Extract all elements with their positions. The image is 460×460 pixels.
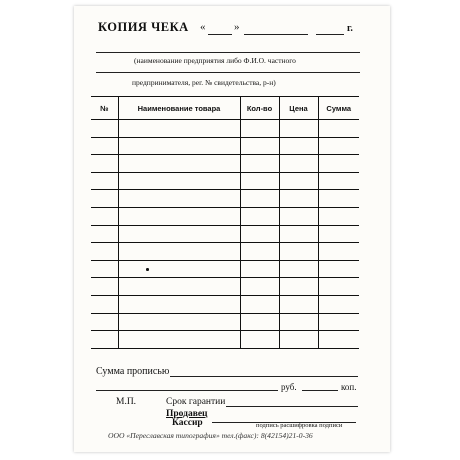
- cell-product-name: [118, 120, 240, 138]
- table-row: [91, 331, 359, 349]
- cell-sum: [318, 313, 359, 331]
- cell-sum: [318, 225, 359, 243]
- table-row: [91, 313, 359, 331]
- kop-blank: [302, 390, 338, 391]
- cell-quantity: [240, 313, 279, 331]
- kop-label: коп.: [341, 382, 357, 392]
- cell-product-name: [118, 278, 240, 296]
- cell-sum: [318, 190, 359, 208]
- cell-quantity: [240, 243, 279, 261]
- date-year-blank: [316, 34, 344, 35]
- table-row: [91, 137, 359, 155]
- cell-price: [279, 120, 318, 138]
- table-row: [91, 207, 359, 225]
- stamp-place-label: М.П.: [116, 397, 137, 407]
- cell-price: [279, 225, 318, 243]
- cell-product-name: [118, 155, 240, 173]
- cell-number: [91, 190, 118, 208]
- cell-quantity: [240, 331, 279, 349]
- signature-caption: подпись расшифровка подписи: [256, 422, 343, 429]
- cell-sum: [318, 155, 359, 173]
- rub-label: руб.: [281, 382, 297, 392]
- cell-product-name: [118, 331, 240, 349]
- sum-in-words-blank-1: [170, 376, 358, 377]
- cell-number: [91, 331, 118, 349]
- cell-quantity: [240, 137, 279, 155]
- table-header-row: [91, 97, 359, 120]
- table-row: [91, 260, 359, 278]
- date-close-quote: »: [234, 21, 240, 33]
- printer-imprint: ООО «Переславская типография» тел.(факс): 8(42154)21-0-36: [108, 431, 313, 440]
- cell-number: [91, 295, 118, 313]
- cell-number: [91, 137, 118, 155]
- cell-number: [91, 260, 118, 278]
- warranty-blank: [226, 406, 358, 407]
- col-header-price: Цена: [279, 97, 318, 120]
- cell-quantity: [240, 295, 279, 313]
- cell-sum: [318, 243, 359, 261]
- items-table-body: [91, 120, 359, 349]
- table-row: [91, 172, 359, 190]
- org-caption-line2: предпринимателя, рег. № свидетельства, р-н): [132, 78, 276, 87]
- cell-product-name: [118, 260, 240, 278]
- cell-number: [91, 155, 118, 173]
- cell-product-name: [118, 313, 240, 331]
- table-row: [91, 155, 359, 173]
- cell-sum: [318, 137, 359, 155]
- cell-product-name: [118, 207, 240, 225]
- cell-number: [91, 225, 118, 243]
- cell-sum: [318, 295, 359, 313]
- cell-product-name: [118, 172, 240, 190]
- cell-sum: [318, 172, 359, 190]
- table-row: [91, 295, 359, 313]
- cell-product-name: [118, 225, 240, 243]
- cell-number: [91, 172, 118, 190]
- cell-quantity: [240, 172, 279, 190]
- table-row: [91, 278, 359, 296]
- cell-number: [91, 278, 118, 296]
- cell-price: [279, 137, 318, 155]
- cell-sum: [318, 207, 359, 225]
- cell-sum: [318, 331, 359, 349]
- document-title: КОПИЯ ЧЕКА: [98, 20, 189, 34]
- table-row: [91, 120, 359, 138]
- cell-quantity: [240, 260, 279, 278]
- cell-quantity: [240, 207, 279, 225]
- cell-quantity: [240, 278, 279, 296]
- org-name-blank-1: [96, 52, 360, 53]
- cell-price: [279, 295, 318, 313]
- cell-quantity: [240, 225, 279, 243]
- items-table: [91, 96, 359, 349]
- cell-price: [279, 260, 318, 278]
- cell-quantity: [240, 120, 279, 138]
- table-row: [91, 243, 359, 261]
- sum-in-words-label: Сумма прописью: [96, 366, 170, 377]
- table-row: [91, 190, 359, 208]
- cell-quantity: [240, 190, 279, 208]
- cell-price: [279, 155, 318, 173]
- cell-price: [279, 207, 318, 225]
- cell-price: [279, 313, 318, 331]
- cell-product-name: [118, 137, 240, 155]
- col-header-number: №: [91, 97, 118, 120]
- cell-number: [91, 313, 118, 331]
- cell-quantity: [240, 155, 279, 173]
- receipt-copy-form: [74, 6, 390, 452]
- date-month-blank: [244, 34, 308, 35]
- cashier-label: Кассир: [172, 418, 203, 428]
- col-header-product-name: Наименование товара: [118, 97, 240, 120]
- org-name-blank-2: [96, 72, 360, 73]
- col-header-quantity: Кол-во: [240, 97, 279, 120]
- date-day-blank: [208, 34, 232, 35]
- cell-number: [91, 207, 118, 225]
- cell-number: [91, 120, 118, 138]
- cell-sum: [318, 260, 359, 278]
- cell-sum: [318, 120, 359, 138]
- date-year-suffix: г.: [347, 23, 353, 34]
- cell-price: [279, 331, 318, 349]
- cell-product-name: [118, 295, 240, 313]
- sum-in-words-blank-2: [96, 390, 278, 391]
- cell-price: [279, 190, 318, 208]
- cell-price: [279, 172, 318, 190]
- cell-number: [91, 243, 118, 261]
- date-open-quote: «: [200, 21, 206, 33]
- col-header-sum: Сумма: [318, 97, 359, 120]
- cell-product-name: [118, 243, 240, 261]
- ink-dot: [146, 268, 149, 271]
- org-caption-line1: (наименование предприятия либо Ф.И.О. частного: [134, 56, 296, 65]
- cell-product-name: [118, 190, 240, 208]
- seller-label: Продавец: [166, 409, 208, 419]
- cell-price: [279, 278, 318, 296]
- cell-price: [279, 243, 318, 261]
- warranty-label: Срок гарантии: [166, 397, 226, 407]
- cell-sum: [318, 278, 359, 296]
- table-row: [91, 225, 359, 243]
